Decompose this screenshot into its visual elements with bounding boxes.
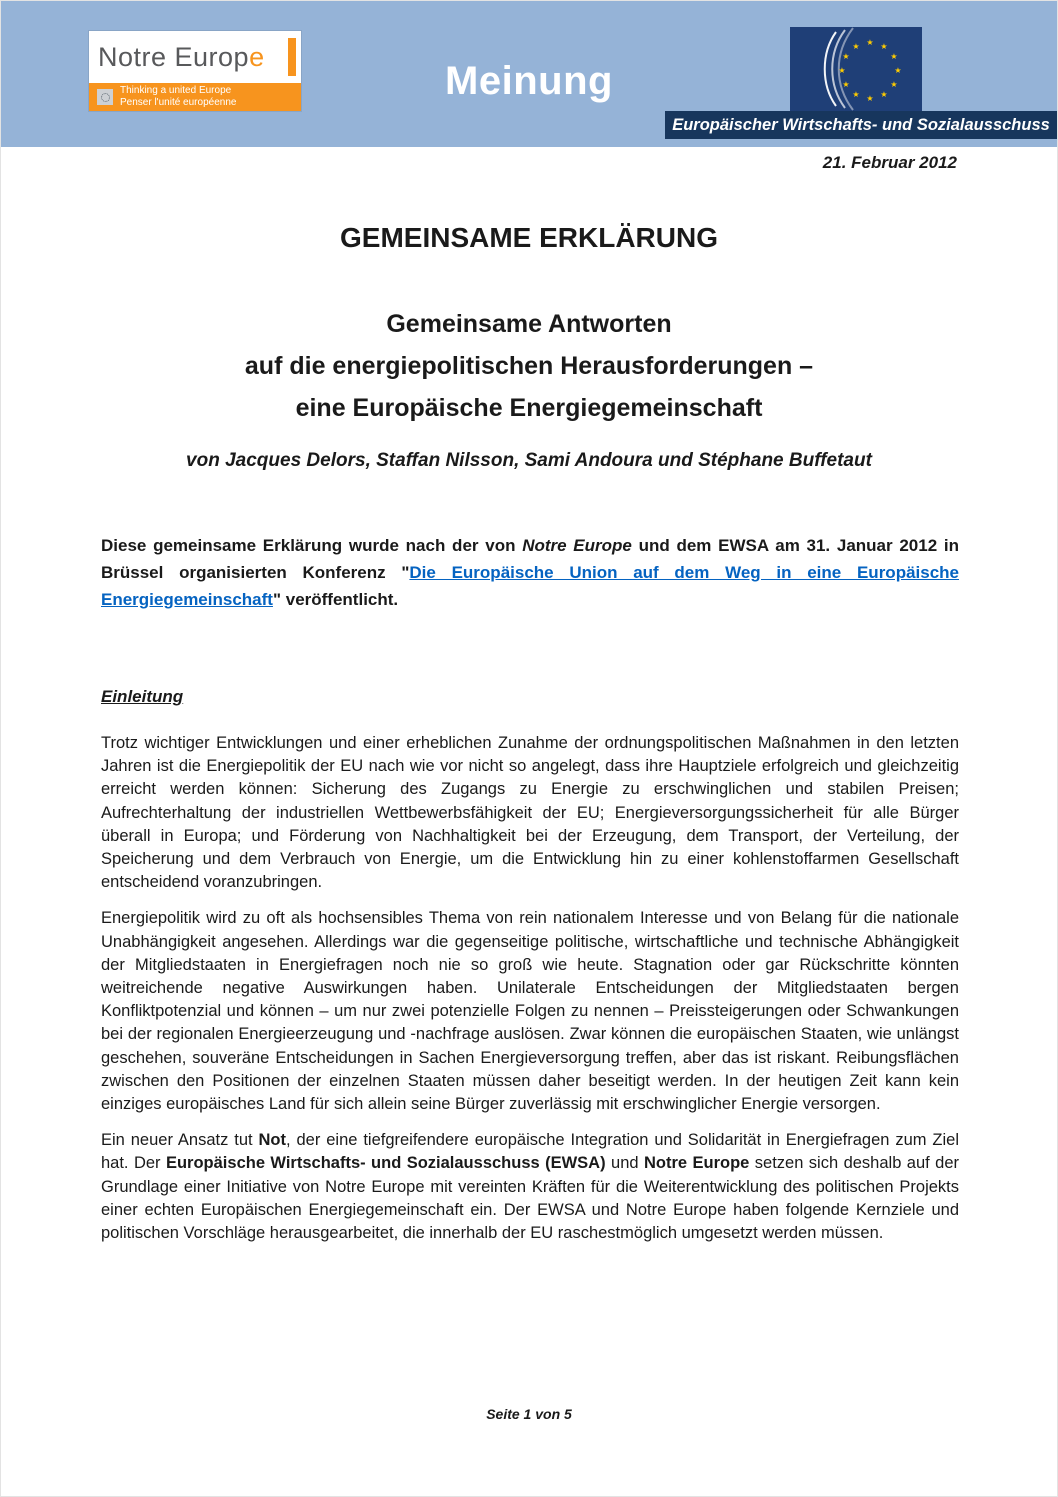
intro-notre-europe: Notre Europe xyxy=(522,536,632,555)
logo-tagline-en: Thinking a united Europe xyxy=(120,85,232,96)
svg-text:★: ★ xyxy=(838,66,846,75)
paragraph-3 xyxy=(101,1129,959,1245)
logo-tagline-fr: Penser l'unité européenne xyxy=(120,97,237,108)
svg-text:★: ★ xyxy=(852,42,860,51)
p3-bold-notre-europe: Notre Europe xyxy=(643,1154,750,1173)
page-number: Seite 1 von 5 xyxy=(486,1406,572,1422)
intro-text-1: Diese gemeinsame Erklärung wurde nach der von xyxy=(101,536,523,555)
p3-text-4: setzen sich deshalb auf der Grundlage einer Initiative von Notre Europe mit vereinten Kräften für die Weiterentwicklung des politischen Projekts einer echten Europäischen Energiegemeinschaft ein. Der EWSA und Notre Europe haben folgende Kernziele und politischen Vorschläge herausgearbeitet, die innerhalb der EU raschestmöglich umgesetzt werden müssen. xyxy=(101,1154,960,1243)
org-banner xyxy=(665,111,1057,139)
svg-text:★: ★ xyxy=(842,52,850,61)
p3-text-1: Ein neuer Ansatz tut xyxy=(101,1131,259,1150)
logo-text-accent: e xyxy=(249,41,265,72)
main-heading: GEMEINSAME ERKLÄRUNG xyxy=(339,222,718,253)
authors-line: von Jacques Delors, Staffan Nilsson, Sami Andoura und Stéphane Buffetaut xyxy=(186,450,872,471)
section-heading-einleitung: Einleitung xyxy=(101,687,184,706)
ewsa-logo xyxy=(790,27,922,111)
intro-text-2: und dem EWSA am 31. Januar 2012 in Brüssel organisierten Konferenz " xyxy=(101,536,959,582)
svg-text:★: ★ xyxy=(890,52,898,61)
title-line-2: auf die energiepolitischen Herausforderungen – xyxy=(244,352,814,380)
svg-text:★: ★ xyxy=(866,94,874,103)
p3-bold-ewsa: Europäische Wirtschafts- und Sozialausschuss (EWSA) xyxy=(165,1154,606,1173)
header-title: Meinung xyxy=(445,59,613,103)
conference-link[interactable]: Die Europäische Union auf dem Weg in eine Europäische Energiegemeinschaft xyxy=(101,563,959,609)
intro-paragraph xyxy=(101,532,959,613)
p3-text-2: , der eine tiefgreifendere europäische Integration und Solidarität in Energiefragen zum Ziel hat. Der xyxy=(101,1131,959,1173)
document-body xyxy=(101,732,959,1258)
p3-bold-not: Not xyxy=(258,1131,287,1150)
svg-text:★: ★ xyxy=(880,90,888,99)
paragraph-2: Energiepolitik wird zu oft als hochsensibles Thema von rein nationalem Interesse und von Belang für die nationale Unabhängigkeit angesehen. Allerdings war die gegenseitige politische, wirtschaftliche und technische Abhängigkeit der Mitgliedstaaten in Energiefragen noch nie so groß wie heute. Stagnation oder gar Rückschritte könnten weitreichende negative Auswirkungen haben. Unilaterale Entscheidungen der Mitgliedstaaten bergen Konfliktpotenzial und können – um nur zwei potenzielle Folgen zu nennen – Preissteigerungen oder Schwankungen bei der regionalen Energieerzeugung und -nachfrage auslösen. Zwar können die europäischen Staaten, wie unlängst geschehen, souveräne Entscheidungen in Sachen Energieversorgung treffen, aber das ist riskant. Reibungsflächen zwischen den Positionen der einzelnen Staaten müssen daher beseitigt werden. In der heutigen Zeit kann kein einziges europäisches Land für sich allein seine Bürger zuverlässig mit erschwinglicher Energie versorgen. xyxy=(101,909,959,1114)
eu-flag-icon xyxy=(790,27,922,111)
org-banner-text: Europäischer Wirtschafts- und Sozialausschuss xyxy=(672,115,1050,134)
intro-text-3: " veröffentlicht. xyxy=(272,590,399,609)
svg-text:★: ★ xyxy=(842,80,850,89)
svg-text:★: ★ xyxy=(852,90,860,99)
p3-text-3: und xyxy=(605,1154,644,1173)
header-band xyxy=(1,1,1057,147)
svg-text:★: ★ xyxy=(890,80,898,89)
document-date: 21. Februar 2012 xyxy=(822,153,957,172)
svg-text:★: ★ xyxy=(866,38,874,47)
document-title xyxy=(1,303,1057,429)
paragraph-1: Trotz wichtiger Entwicklungen und einer erheblichen Zunahme der ordnungspolitischen Maßnahmen in den letzten Jahren ist die Energiepolitik der EU nach wie vor nicht so angelegt, dass ihre Hauptziele erfolgreich und gleichzeitig erreicht werden können: Sicherung des Zugangs zu Energie zu erschwinglichen und stabilen Preisen; Aufrechterhaltung der industriellen Wettbewerbsfähigkeit der EU; Energieversorgungssicherheit für alle Bürger überall in Europa; und Förderung von Nachhaltigkeit bei der Erzeugung, dem Transport, der Verteilung, der Speicherung und dem Verbrauch von Energie, um die Entwicklung hin zu einer kohlenstoffarmen Gesellschaft entscheidend voranzubringen. xyxy=(101,734,959,892)
title-line-3: eine Europäische Energiegemeinschaft xyxy=(295,394,763,422)
svg-text:★: ★ xyxy=(894,66,902,75)
logo-text-main: Notre Europ xyxy=(98,41,250,72)
svg-text:★: ★ xyxy=(880,42,888,51)
title-line-1: Gemeinsame Antworten xyxy=(386,310,672,338)
